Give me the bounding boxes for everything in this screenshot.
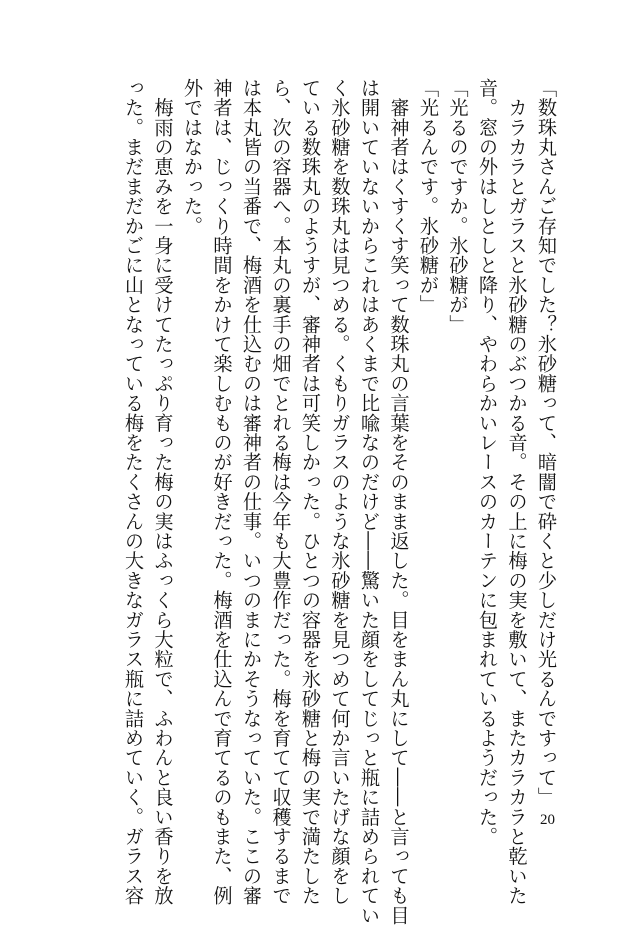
text-line: は本丸皆の当番で、梅酒を仕込むのは審神者の仕事。いつのまにかそうなっていた。ここの審	[240, 78, 263, 906]
text-line: 「光るのですか。氷砂糖が」	[446, 78, 470, 335]
text-line: 神者は、じっくり時間をかけて楽しむものが好きだった。梅酒を仕込んで育てるのもまた、例	[210, 78, 234, 906]
text-line: 審神者はくすくす笑って数珠丸の言葉をそのまま返した。目をまん丸にして――と言っても目	[387, 78, 411, 925]
page-number: 20	[540, 812, 555, 828]
text-line: カラカラとガラスと氷砂糖のぶつかる音。その上に梅の実を敷いて、またカラカラと乾いた	[505, 78, 529, 906]
text-line: 梅雨の恵みを一身に受けてたっぷり育った梅の実はふっくら大粒で、ふわんと良い香りを放	[151, 78, 175, 906]
text-line: く氷砂糖を数珠丸は見つめる。くもりガラスのような氷砂糖を見つめて何か言いたげな顔をし	[328, 78, 352, 906]
text-line: 「数珠丸さんご存知でした？氷砂糖って、暗闇で砕くと少しだけ光るんですって」	[535, 78, 558, 807]
text-line: 「光るんです。氷砂糖が」	[417, 78, 440, 315]
text-line: 外ではなかった。	[181, 78, 204, 236]
text-line: は開いていないからこれはあくまで比喩なのだけど――驚いた顔をしてじっと瓶に詰められてい	[358, 78, 381, 925]
text-line: 音。窓の外はしとしと降り、やわらかいレースのカーテンに包まれているようだった。	[476, 78, 499, 847]
text-line: った。まだまだかごに山となっている梅をたくさんの大きなガラス瓶に詰めていく。ガラス容	[122, 78, 145, 906]
text-line: ている数珠丸のようすが、審神者は可笑しかった。ひとつの容器を氷砂糖と梅の実で満たした	[299, 78, 322, 906]
text-line: ら、次の容器へ。本丸の裏手の畑でとれる梅は今年も大豊作だった。梅を育てて収穫するまで	[269, 78, 293, 906]
